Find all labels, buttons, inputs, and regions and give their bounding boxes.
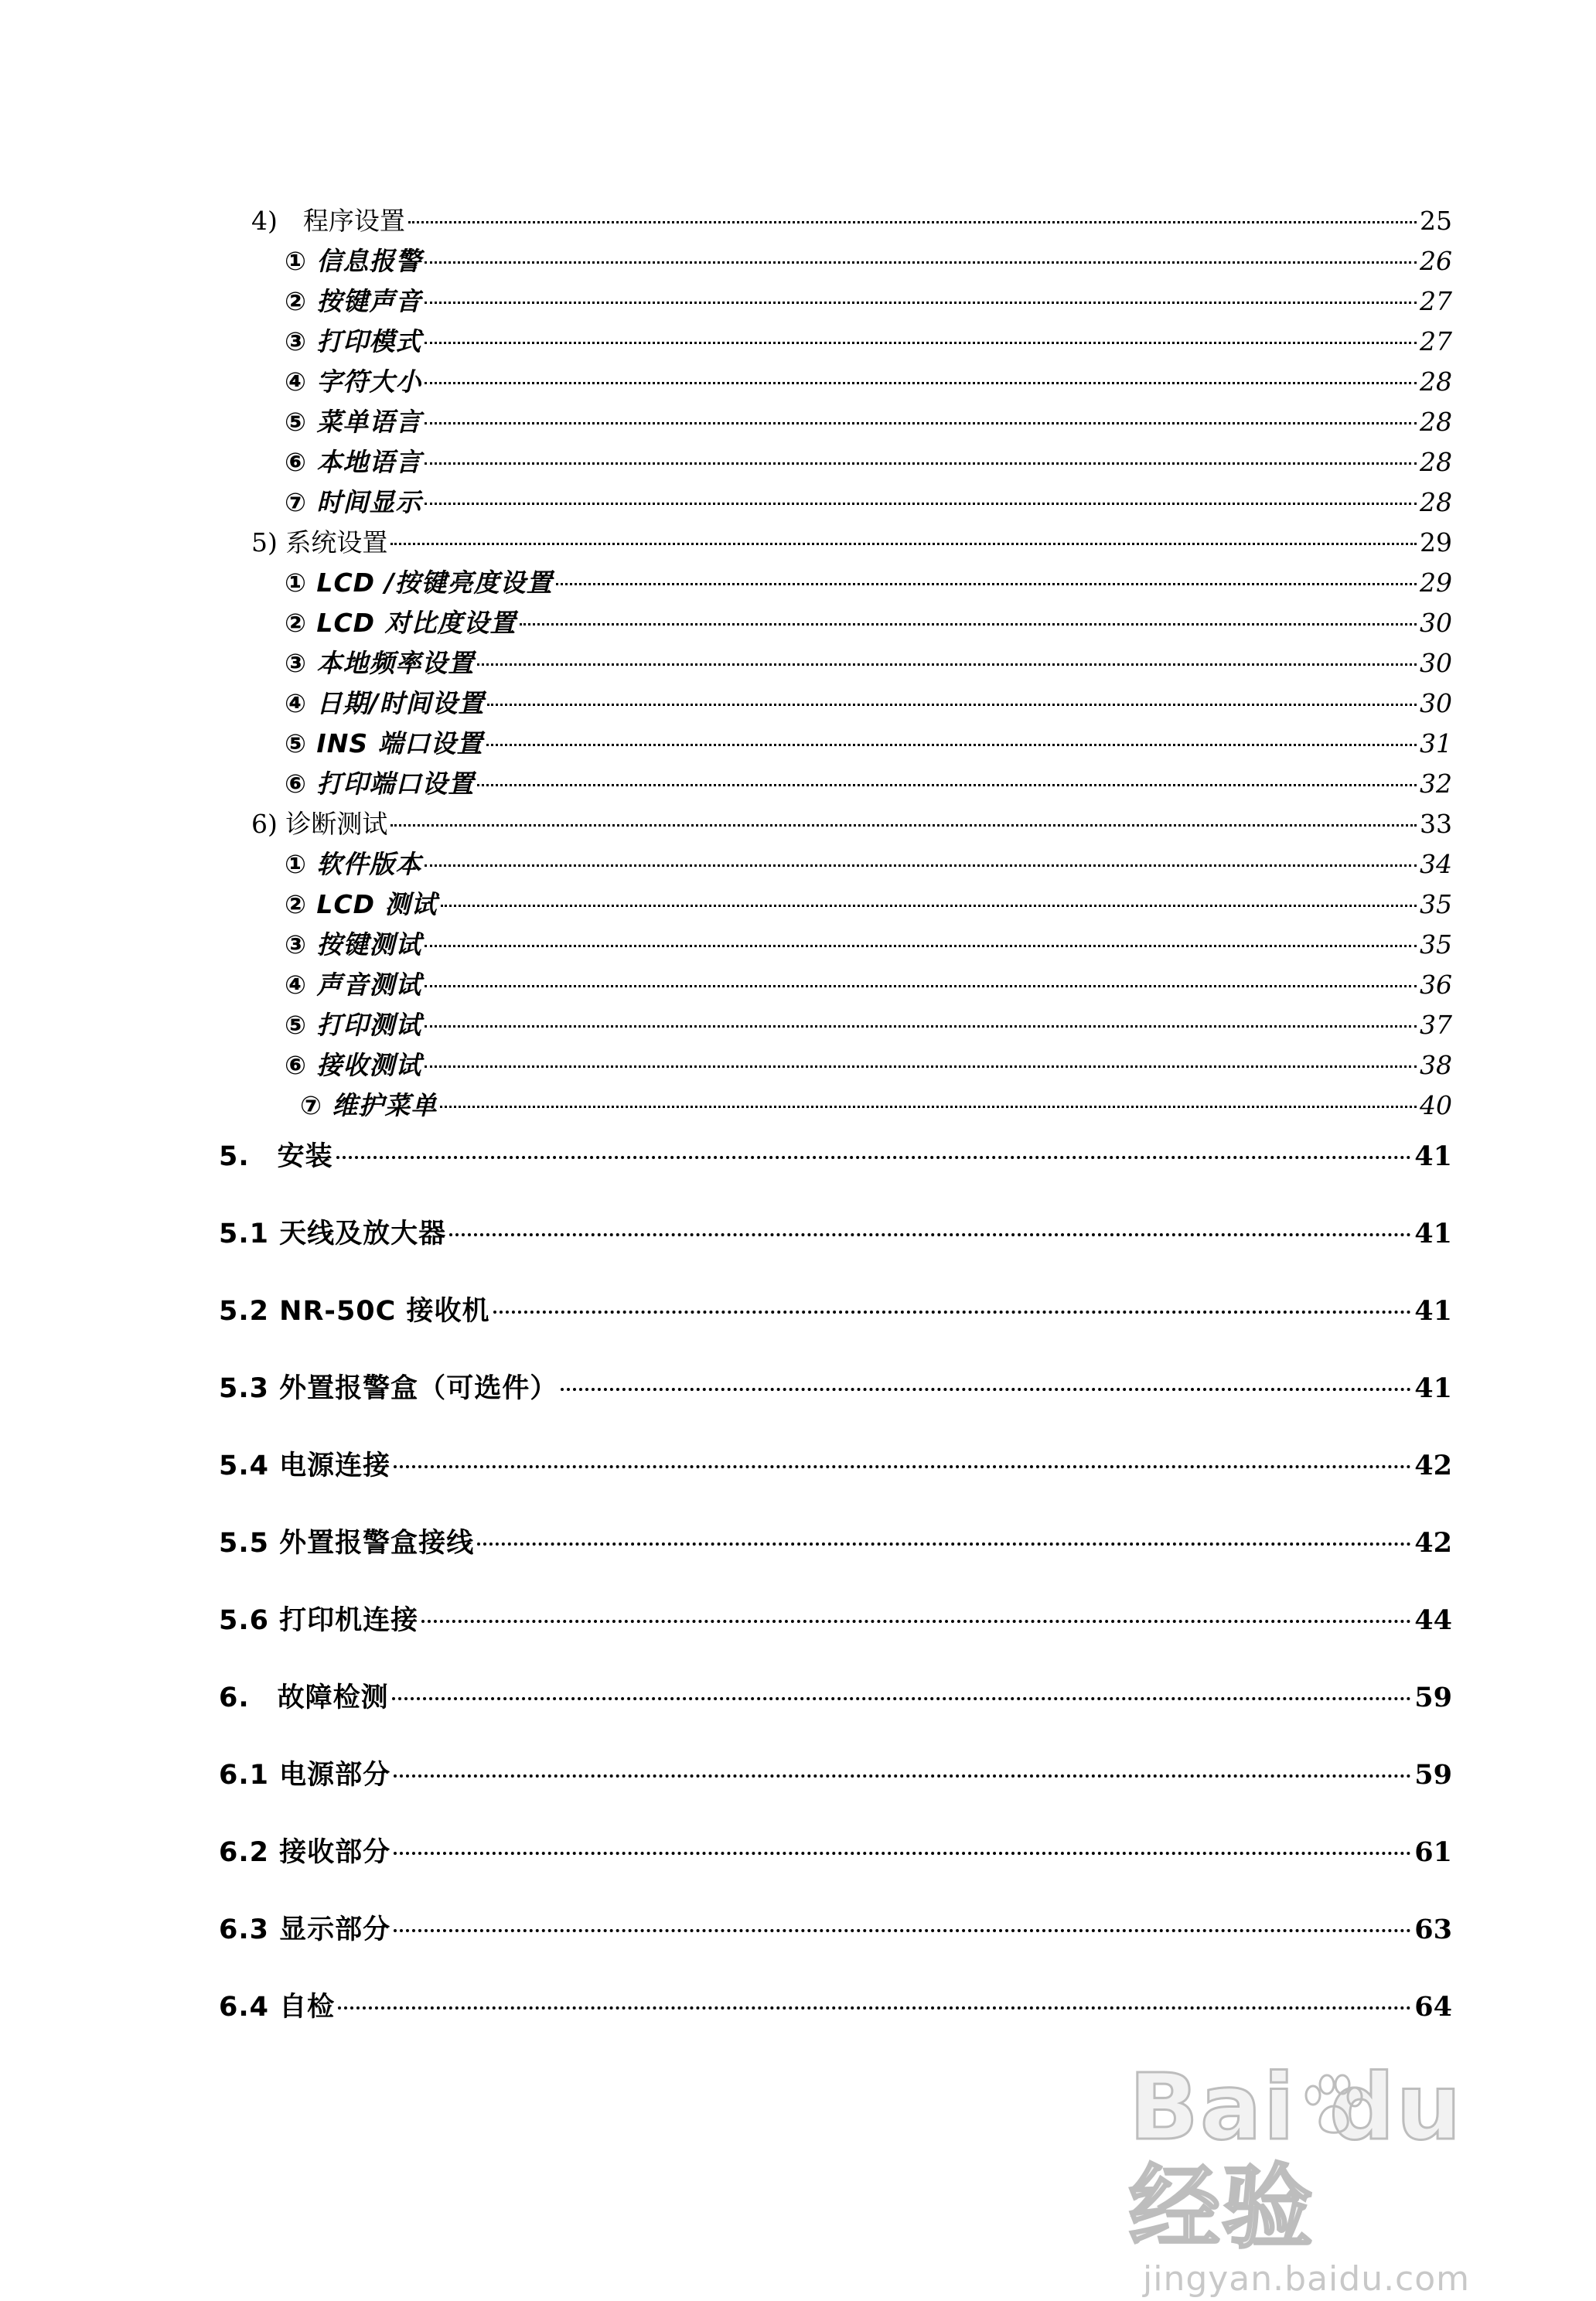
toc-entry[interactable]: [219, 1288, 1452, 1335]
toc-entry-page-number: 26: [1420, 246, 1452, 276]
toc-entry-page-number: 42: [1414, 1450, 1452, 1481]
toc-entry-page-number: 44: [1414, 1604, 1452, 1636]
toc-entry-title: 5.6 打印机连接: [219, 1605, 419, 1636]
toc-leader-dots: [394, 1852, 1411, 1855]
toc-entry-page-number: 37: [1420, 1010, 1452, 1040]
toc-entry-title: ③ 按键测试: [285, 929, 422, 960]
toc-entry-title: 5) 系统设置: [251, 527, 388, 557]
toc-entry-page-number: 27: [1420, 286, 1452, 316]
toc-entry[interactable]: [285, 885, 1452, 925]
toc-entry[interactable]: [285, 643, 1452, 683]
toc-leader-dots: [390, 543, 1417, 545]
toc-entry-page-number: 34: [1420, 849, 1452, 879]
baidu-jingyan-watermark: [1129, 2054, 1562, 2299]
toc-entry-page-number: 28: [1420, 447, 1452, 477]
toc-entry-page-number: 63: [1414, 1914, 1452, 1945]
toc-entry-page-number: 59: [1414, 1759, 1452, 1791]
toc-entry-page-number: 29: [1420, 527, 1452, 557]
toc-leader-dots: [425, 985, 1417, 987]
toc-entry[interactable]: [219, 1211, 1452, 1257]
toc-entry-title: ① 软件版本: [285, 849, 422, 879]
toc-entry-title: ⑥ 本地语言: [285, 447, 422, 477]
toc-leader-dots: [477, 784, 1417, 786]
toc-entry[interactable]: [219, 1597, 1452, 1644]
toc-entry-title: ④ 日期/时间设置: [285, 688, 485, 718]
toc-entry-title: ① 信息报警: [285, 246, 422, 276]
toc-leader-dots: [408, 221, 1417, 223]
toc-entry[interactable]: [285, 925, 1452, 965]
toc-entry[interactable]: [219, 1675, 1452, 1721]
toc-entry-page-number: 41: [1414, 1372, 1452, 1404]
toc-entry[interactable]: [219, 1443, 1452, 1489]
toc-entry-page-number: 61: [1414, 1836, 1452, 1868]
toc-entry-page-number: 28: [1420, 366, 1452, 397]
toc-entry-page-number: 27: [1420, 326, 1452, 356]
toc-entry-page-number: 64: [1414, 1991, 1452, 2023]
toc-entry[interactable]: [219, 1520, 1452, 1566]
toc-entry[interactable]: [285, 724, 1452, 764]
toc-leader-dots: [425, 1025, 1417, 1028]
toc-entry[interactable]: [219, 1365, 1452, 1412]
toc-entry-title: ⑤ 打印测试: [285, 1010, 422, 1040]
toc-leader-dots: [425, 462, 1417, 465]
toc-entry[interactable]: [285, 563, 1452, 603]
toc-entry-page-number: 30: [1420, 608, 1452, 638]
toc-entry-page-number: 28: [1420, 487, 1452, 517]
toc-leader-dots: [477, 663, 1417, 666]
toc-entry-title: 6.3 显示部分: [219, 1914, 391, 1945]
toc-leader-dots: [440, 1106, 1417, 1108]
toc-leader-dots: [390, 824, 1417, 827]
toc-entry-title: 5.1 天线及放大器: [219, 1219, 447, 1249]
toc-leader-dots: [556, 583, 1417, 585]
toc-entry-page-number: 33: [1420, 809, 1452, 839]
toc-entry[interactable]: [251, 804, 1452, 844]
toc-leader-dots: [449, 1233, 1411, 1236]
toc-leader-dots: [425, 261, 1417, 264]
toc-entry[interactable]: [219, 1907, 1452, 1953]
toc-leader-dots: [394, 1465, 1411, 1468]
toc-entry-title: ③ 本地频率设置: [285, 648, 475, 678]
toc-entry[interactable]: [285, 683, 1452, 724]
toc-entry-page-number: 41: [1414, 1295, 1452, 1327]
toc-leader-dots: [392, 1697, 1412, 1700]
toc-entry-page-number: 38: [1420, 1050, 1452, 1080]
toc-leader-dots: [561, 1388, 1411, 1391]
toc-entry[interactable]: [285, 442, 1452, 482]
toc-entry-page-number: 31: [1420, 728, 1452, 758]
toc-entry-page-number: 25: [1420, 206, 1452, 236]
toc-entry-title: ② 按键声音: [285, 286, 422, 316]
toc-entry-title: ② LCD 测试: [285, 889, 438, 919]
toc-leader-dots: [425, 864, 1417, 867]
toc-entry-page-number: 59: [1414, 1682, 1452, 1713]
paw-icon: [1298, 2072, 1367, 2142]
toc-leader-dots: [477, 1543, 1411, 1546]
toc-entry-page-number: 29: [1420, 568, 1452, 598]
toc-entry[interactable]: [285, 1045, 1452, 1086]
toc-leader-dots: [425, 382, 1417, 384]
toc-leader-dots: [441, 905, 1417, 907]
toc-entry[interactable]: [285, 241, 1452, 281]
toc-leader-dots: [425, 1065, 1417, 1068]
toc-leader-dots: [336, 1156, 1412, 1159]
toc-entry-page-number: 30: [1420, 688, 1452, 718]
toc-entry[interactable]: [285, 844, 1452, 885]
toc-entry-title: ⑤ 菜单语言: [285, 407, 422, 437]
toc-entry-page-number: 41: [1414, 1140, 1452, 1172]
toc-entry[interactable]: [285, 1005, 1452, 1045]
toc-entry-page-number: 41: [1414, 1218, 1452, 1249]
toc-leader-dots: [425, 503, 1417, 505]
toc-leader-dots: [394, 1929, 1411, 1932]
toc-entry-page-number: 30: [1420, 648, 1452, 678]
toc-entry-title: 5.3 外置报警盒（可选件）: [219, 1373, 558, 1404]
toc-leader-dots: [425, 945, 1417, 947]
toc-entry-title: ⑦ 维护菜单: [300, 1090, 438, 1120]
toc-entry-title: 6. 故障检测: [219, 1682, 389, 1713]
toc-entry[interactable]: [285, 764, 1452, 804]
toc-entry-page-number: 28: [1420, 407, 1452, 437]
toc-entry[interactable]: [219, 1829, 1452, 1876]
toc-leader-dots: [425, 342, 1417, 344]
toc-leader-dots: [520, 623, 1417, 626]
toc-leader-dots: [394, 1774, 1411, 1778]
toc-entry[interactable]: [285, 322, 1452, 362]
toc-entry[interactable]: [285, 965, 1452, 1005]
toc-leader-dots: [486, 744, 1417, 746]
toc-entry-page-number: 40: [1420, 1090, 1452, 1120]
toc-entry-title: ④ 声音测试: [285, 970, 422, 1000]
toc-entry[interactable]: [285, 482, 1452, 523]
toc-entry-title: 6.1 电源部分: [219, 1760, 391, 1791]
toc-entry[interactable]: [285, 362, 1452, 402]
toc-entry[interactable]: [285, 603, 1452, 643]
toc-entry-title: 5.2 NR-50C 接收机: [219, 1296, 490, 1327]
toc-entry-title: ⑤ INS 端口设置: [285, 728, 483, 758]
toc-entry-title: ⑦ 时间显示: [285, 487, 422, 517]
toc-leader-dots: [425, 422, 1417, 424]
toc-entry-page-number: 36: [1420, 970, 1452, 1000]
toc-entry-title: ② LCD 对比度设置: [285, 608, 517, 638]
toc-entry[interactable]: [219, 1133, 1452, 1180]
toc-entry-page-number: 42: [1414, 1527, 1452, 1559]
toc-entry[interactable]: [251, 201, 1452, 241]
toc-entry-title: ① LCD /按键亮度设置: [285, 568, 553, 598]
toc-entry[interactable]: [219, 1984, 1452, 2030]
toc-entry[interactable]: [285, 281, 1452, 322]
toc-entry-title: 5. 安装: [219, 1141, 333, 1172]
toc-entry-page-number: 32: [1420, 769, 1452, 799]
toc-leader-dots: [493, 1311, 1412, 1314]
toc-entry-title: ⑥ 接收测试: [285, 1050, 422, 1080]
toc-entry-page-number: 35: [1420, 889, 1452, 919]
toc-leader-dots: [487, 704, 1417, 706]
toc-entry-title: ③ 打印模式: [285, 326, 422, 356]
toc-leader-dots: [338, 2006, 1411, 2010]
toc-entry-page-number: 35: [1420, 929, 1452, 960]
toc-entry-title: 5.5 外置报警盒接线: [219, 1528, 475, 1559]
toc-entry-title: ④ 字符大小: [285, 366, 422, 397]
toc-entry-title: 4) 程序设置: [251, 206, 405, 236]
toc-leader-dots: [425, 302, 1417, 304]
watermark-logo: Bai du 经验: [1129, 2054, 1463, 2261]
watermark-url: jingyan.baidu.com: [1143, 2259, 1471, 2299]
toc-entry-title: 6) 诊断测试: [251, 809, 388, 839]
toc-leader-dots: [421, 1620, 1411, 1623]
toc-entry[interactable]: [285, 402, 1452, 442]
toc-entry-title: 5.4 电源连接: [219, 1450, 391, 1481]
toc-entry[interactable]: [300, 1086, 1452, 1126]
toc-entry[interactable]: [219, 1752, 1452, 1798]
toc-entry-title: ⑥ 打印端口设置: [285, 769, 475, 799]
toc-entry-title: 6.4 自检: [219, 1992, 336, 2023]
toc-entry[interactable]: [251, 523, 1452, 563]
toc-entry-title: 6.2 接收部分: [219, 1837, 391, 1868]
